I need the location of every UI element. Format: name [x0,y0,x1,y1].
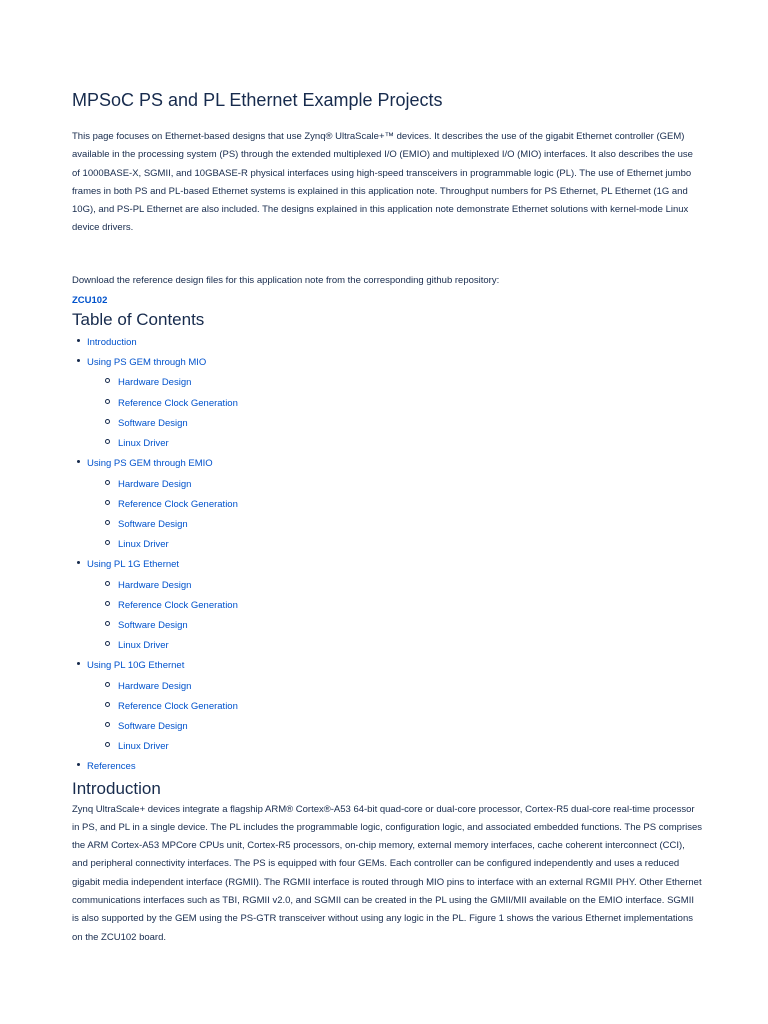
intro-paragraph: This page focuses on Ethernet-based designs that use Zynq® UltraScale+™ devices. It describes the use of the gigabit Ethernet controller (GEM) available in the processing system (PS) through the extended multiplexed I/O (EMIO) and multiplexed I/O (MIO) interfaces. It also describes the use of 1000BASE-X, SGMII, and 10GBASE-R physical interfaces using high-speed transceivers in programmable logic (PL). The use of Ethernet jumbo frames in both PS and PL-based Ethernet systems is explained in this application note. Throughput numbers for PS Ethernet, PL Ethernet (1G and 10G), and PS-PL Ethernet are also included. The designs explained in this application note demonstrate Ethernet solutions with kernel-mode Linux device drivers. [72,131,693,234]
toc-link-software-design[interactable]: Software Design [118,417,188,429]
circle-bullet-icon [105,399,110,404]
toc-item [72,453,702,554]
toc-subitem [87,474,702,494]
toc-subitem [87,372,702,392]
bullet-icon [77,763,80,766]
circle-bullet-icon [105,621,110,626]
toc-link-pl-10g[interactable]: Using PL 10G Ethernet [87,660,185,672]
toc-subitem [87,534,702,554]
toc-sublist [87,575,702,656]
toc-subitem [87,716,702,736]
circle-bullet-icon [105,419,110,424]
toc-subitem [87,696,702,716]
circle-bullet-icon [105,540,110,545]
toc-link-software-design[interactable]: Software Design [118,720,188,732]
circle-bullet-icon [105,520,110,525]
bullet-icon [77,662,80,665]
toc-link-software-design[interactable]: Software Design [118,619,188,631]
toc-link-hardware-design[interactable]: Hardware Design [118,680,192,692]
toc-sublist [87,676,702,757]
toc-link-linux-driver[interactable]: Linux Driver [118,539,169,551]
circle-bullet-icon [105,439,110,444]
circle-bullet-icon [105,480,110,485]
toc-item [72,554,702,655]
toc-item [72,332,702,352]
toc-link-linux-driver[interactable]: Linux Driver [118,438,169,450]
circle-bullet-icon [105,742,110,747]
repo-link-zcu102[interactable]: ZCU102 [72,295,108,307]
toc-subitem [87,433,702,453]
toc-subitem [87,413,702,433]
circle-bullet-icon [105,500,110,505]
toc-link-hardware-design[interactable]: Hardware Design [118,579,192,591]
circle-bullet-icon [105,641,110,646]
download-text: Download the reference design files for this application note from the corresponding github repository: [72,274,500,286]
circle-bullet-icon [105,702,110,707]
circle-bullet-icon [105,601,110,606]
toc-subitem [87,575,702,595]
toc-link-pl-1g[interactable]: Using PL 1G Ethernet [87,559,180,571]
toc-link-reference-clock[interactable]: Reference Clock Generation [118,700,238,712]
circle-bullet-icon [105,722,110,727]
circle-bullet-icon [105,682,110,687]
bullet-icon [77,460,80,463]
article-content [72,88,702,947]
toc-subitem [87,615,702,635]
bullet-icon [77,359,80,362]
toc-item [72,756,702,776]
toc-subitem [87,514,702,534]
toc-sublist [87,372,702,453]
toc-subitem [87,595,702,615]
toc-link-software-design[interactable]: Software Design [118,518,188,530]
toc-sublist [87,474,702,555]
toc-link-linux-driver[interactable]: Linux Driver [118,640,169,652]
toc-link-reference-clock[interactable]: Reference Clock Generation [118,599,238,611]
toc-heading: Table of Contents [72,310,205,330]
toc-subitem [87,494,702,514]
introduction-paragraph: Zynq UltraScale+ devices integrate a flagship ARM® Cortex®-A53 64-bit quad-core or dual-core processor, Cortex-R5 dual-core real-time processor in PS, and PL in a single device. The PL includes the programmable logic, configuration logic, and associated embedded functions. The PS comprises the ARM Cortex-A53 MPCore CPUs unit, Cortex-R5 processors, on-chip memory, external memory interfaces, cache coherent interconnect (CCI), and peripheral connectivity interfaces. The PS is equipped with four GEMs. Each controller can be configured independently and uses a reduced gigabit media independent interface (RGMII). The RGMII interface is routed through MIO pins to interface with an external RGMII PHY. Other Ethernet communications interfaces such as TBI, RGMII v2.0, and SGMII can be created in the PL using the GMII/MII available on the EMIO interface. SGMII is also supported by the GEM using the PS-GTR transceiver without using any logic in the PL. Figure 1 shows the various Ethernet implementations on the ZCU102 board. [72,803,703,943]
page-title: MPSoC PS and PL Ethernet Example Projects [72,90,443,110]
toc-link-hardware-design[interactable]: Hardware Design [118,478,192,490]
bullet-icon [77,339,80,342]
toc-link-reference-clock[interactable]: Reference Clock Generation [118,498,238,510]
toc-link-ps-gem-emio[interactable]: Using PS GEM through EMIO [87,458,213,470]
toc-subitem [87,736,702,756]
toc-link-linux-driver[interactable]: Linux Driver [118,741,169,753]
toc-link-references[interactable]: References [87,761,136,773]
bullet-icon [77,561,80,564]
introduction-heading: Introduction [72,778,161,798]
toc-link-ps-gem-mio[interactable]: Using PS GEM through MIO [87,357,207,369]
toc-link-hardware-design[interactable]: Hardware Design [118,377,192,389]
toc-link-introduction[interactable]: Introduction [87,337,137,349]
toc-item [72,352,702,453]
circle-bullet-icon [105,378,110,383]
toc-subitem [87,393,702,413]
toc-link-reference-clock[interactable]: Reference Clock Generation [118,397,238,409]
toc-item [72,655,702,756]
circle-bullet-icon [105,581,110,586]
toc-subitem [87,676,702,696]
table-of-contents [72,332,702,776]
toc-subitem [87,635,702,655]
